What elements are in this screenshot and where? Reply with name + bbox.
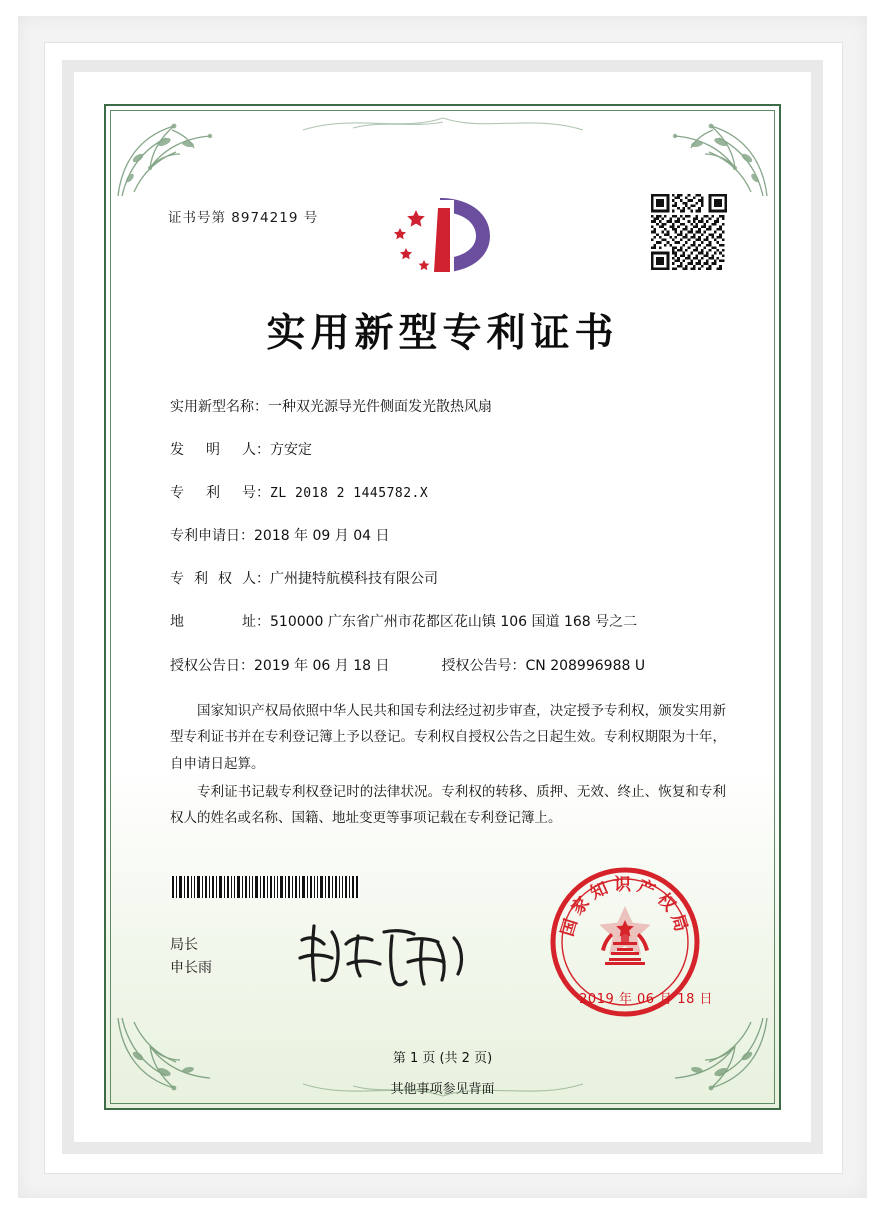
back-note: 其他事项参见背面: [390, 1082, 495, 1097]
certificate-body: [104, 104, 781, 1110]
qr-code-icon: [651, 194, 727, 270]
field-label-grant-number: 授权公告号：: [441, 657, 526, 674]
paragraph-1: 国家知识产权局依照中华人民共和国专利法经过初步审查，决定授予专利权，颁发实用新型专利证书并在专利登记簿上予以登记。专利权自授权公告之日起生效。专利权期限为十年，自申请日起算。: [170, 703, 726, 772]
field-label-colon: ：: [256, 485, 270, 502]
field-row-application-date: [170, 527, 730, 547]
field-label-colon: ：: [256, 614, 270, 631]
field-row-patent-number: [170, 484, 730, 504]
field-label: 专利权人: [170, 571, 256, 588]
director-name: 申长雨: [170, 960, 212, 977]
seal-date: 2019 年 06 月 18 日: [579, 992, 713, 1007]
field-row-grant-announcement: [170, 657, 730, 677]
field-row-inventor: [170, 441, 730, 461]
handwritten-signature-icon: [288, 914, 478, 994]
field-value: 方安定: [270, 442, 312, 459]
top-edge-ornament-icon: [293, 110, 593, 136]
barcode: [170, 876, 360, 898]
field-value-grant-date: 2019 年 06 月 18 日: [254, 657, 390, 674]
field-value: 一种双光源导光件侧面发光散热风扇: [268, 399, 492, 415]
field-label-grant-date: 授权公告日：: [170, 657, 254, 674]
field-value: 2018 年 09 月 04 日: [254, 528, 390, 545]
field-label: 实用新型名称：: [170, 399, 268, 415]
corner-ornament-icon: [663, 112, 773, 202]
director-title: 局长: [170, 937, 198, 953]
certificate-number: 证书号第 8974219 号: [168, 210, 319, 226]
field-label: 专利号: [170, 485, 256, 502]
cnipa-logo-icon: [378, 192, 508, 278]
field-row-patentee: [170, 570, 730, 590]
field-value: 广州捷特航模科技有限公司: [270, 571, 438, 588]
field-value: ZL 2018 2 1445782.X: [270, 486, 429, 502]
signature-label: [170, 934, 212, 980]
field-label: 专利申请日：: [170, 528, 254, 545]
field-value: 510000 广东省广州市花都区花山镇 106 国道 168 号之二: [270, 614, 638, 631]
field-label-colon: ：: [256, 442, 270, 459]
svg-text:国家知识产权局: 国家知识产权局: [557, 875, 693, 939]
corner-ornament-icon: [112, 112, 222, 202]
field-label: 地址: [170, 614, 256, 631]
field-row-utility-model-name: [170, 398, 730, 418]
page-title: 实用新型专利证书: [266, 311, 619, 356]
field-list: [170, 398, 730, 700]
field-value-grant-number: CN 208996988 U: [525, 657, 646, 674]
page-indicator: 第 1 页 (共 2 页): [392, 1051, 493, 1066]
paragraph-2: 专利证书记载专利权登记时的法律状况。专利权的转移、质押、无效、终止、恢复和专利权人的姓名或名称、国籍、地址变更等事项记载在专利登记簿上。: [170, 783, 726, 827]
field-row-address: [170, 613, 730, 633]
field-label: 发明人: [170, 442, 256, 459]
legal-text-block: [170, 698, 726, 834]
field-label-colon: ：: [256, 571, 270, 588]
